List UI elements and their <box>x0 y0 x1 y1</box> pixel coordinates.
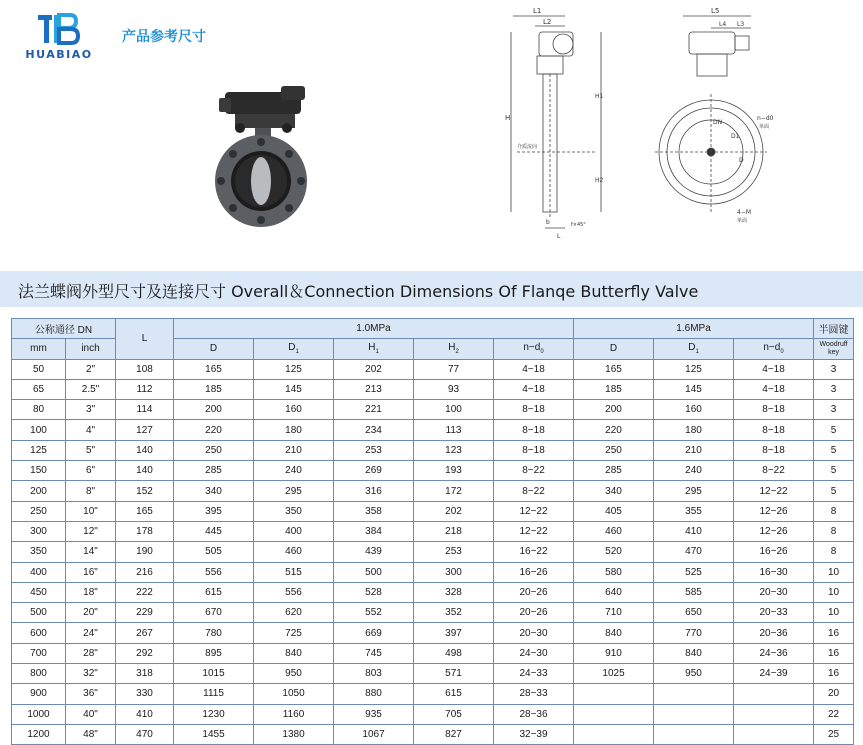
table-cell: 20" <box>66 603 116 623</box>
table-cell: 113 <box>414 420 494 440</box>
table-cell: 950 <box>254 664 334 684</box>
table-row <box>12 521 854 541</box>
section-title: 产品参考尺寸 <box>122 29 206 45</box>
table-cell: 705 <box>414 704 494 724</box>
table-cell: 439 <box>334 542 414 562</box>
table-cell: 200 <box>12 481 66 501</box>
table-cell: 935 <box>334 704 414 724</box>
table-cell: 8−18 <box>494 440 574 460</box>
table-cell <box>654 724 734 744</box>
header-inch: inch <box>66 339 116 359</box>
table-cell: 222 <box>116 582 174 602</box>
table-cell: 5 <box>814 461 854 481</box>
table-cell: 615 <box>414 684 494 704</box>
table-row <box>12 562 854 582</box>
table-cell: 700 <box>12 643 66 663</box>
table-cell: 384 <box>334 521 414 541</box>
table-cell: 160 <box>654 400 734 420</box>
table-cell: 1200 <box>12 724 66 744</box>
table-cell: 8−22 <box>734 461 814 481</box>
dimensions-table <box>11 318 854 745</box>
table-cell: 3 <box>814 379 854 399</box>
table-cell: 240 <box>654 461 734 481</box>
table-cell: 1115 <box>174 684 254 704</box>
header-key-sub: Woodruff key <box>814 339 854 359</box>
table-cell: 556 <box>254 582 334 602</box>
table-cell: 910 <box>574 643 654 663</box>
table-cell <box>654 704 734 724</box>
table-cell: 18" <box>66 582 116 602</box>
table-row <box>12 542 854 562</box>
table-cell: 295 <box>654 481 734 501</box>
table-cell <box>734 724 814 744</box>
table-cell: 5 <box>814 420 854 440</box>
table-row <box>12 684 854 704</box>
header-h2: $H_2$ <box>414 339 494 359</box>
table-cell: 80 <box>12 400 66 420</box>
table-cell: 900 <box>12 684 66 704</box>
table-cell: 8−18 <box>734 400 814 420</box>
table-cell <box>734 704 814 724</box>
table-cell: 571 <box>414 664 494 684</box>
table-cell: 3 <box>814 400 854 420</box>
table-cell: 25 <box>814 724 854 744</box>
table-cell: 556 <box>174 562 254 582</box>
table-cell: 178 <box>116 521 174 541</box>
table-cell: 520 <box>574 542 654 562</box>
table-cell: 355 <box>654 501 734 521</box>
table-cell: 880 <box>334 684 414 704</box>
table-cell: 50 <box>12 359 66 379</box>
label-h: H <box>505 114 511 122</box>
table-cell: 292 <box>116 643 174 663</box>
table-cell: 114 <box>116 400 174 420</box>
table-cell: 640 <box>574 582 654 602</box>
table-cell: 24−36 <box>734 643 814 663</box>
table-cell: 770 <box>654 623 734 643</box>
table-cell: 16 <box>814 623 854 643</box>
table-cell: 123 <box>414 440 494 460</box>
table-cell: 328 <box>414 582 494 602</box>
table-cell: 202 <box>414 501 494 521</box>
table-row <box>12 359 854 379</box>
table-row <box>12 603 854 623</box>
table-cell: 800 <box>12 664 66 684</box>
table-cell: 397 <box>414 623 494 643</box>
table-cell: 525 <box>654 562 734 582</box>
table-cell: 500 <box>334 562 414 582</box>
table-cell: 5" <box>66 440 116 460</box>
valve-side-drawing <box>505 2 605 242</box>
table-row <box>12 501 854 521</box>
table-cell: 745 <box>334 643 414 663</box>
table-cell: 250 <box>574 440 654 460</box>
table-row <box>12 664 854 684</box>
label-flow: 介质流向 <box>517 144 538 150</box>
table-cell: 210 <box>254 440 334 460</box>
table-cell: 172 <box>414 481 494 501</box>
table-cell: 100 <box>12 420 66 440</box>
table-cell: 93 <box>414 379 494 399</box>
table-cell: 152 <box>116 481 174 501</box>
table-cell: 250 <box>12 501 66 521</box>
label-l1: L1 <box>533 7 542 15</box>
banner-title: 法兰蝶阀外型尺寸及连接尺寸 Overall＆Connection Dimensions Of Flanqe Butterfly Valve <box>18 282 699 301</box>
table-cell: 2" <box>66 359 116 379</box>
table-cell: 515 <box>254 562 334 582</box>
table-cell: 234 <box>334 420 414 440</box>
header-h1: $H_1$ <box>334 339 414 359</box>
label-l3: L3 <box>737 21 745 28</box>
table-cell: 10 <box>814 562 854 582</box>
table-cell: 295 <box>254 481 334 501</box>
title-banner <box>0 271 863 307</box>
table-cell: 3 <box>814 359 854 379</box>
table-cell: 125 <box>254 359 334 379</box>
label-b: b <box>546 219 550 226</box>
table-cell: 240 <box>254 461 334 481</box>
table-cell: 20−30 <box>734 582 814 602</box>
table-cell: 300 <box>12 521 66 541</box>
label-nd0-sub: 单面 <box>759 124 770 130</box>
table-cell: 4−18 <box>494 379 574 399</box>
table-cell: 24−30 <box>494 643 574 663</box>
table-cell: 1380 <box>254 724 334 744</box>
table-cell: 600 <box>12 623 66 643</box>
table-cell: 20−26 <box>494 603 574 623</box>
table-cell: 14" <box>66 542 116 562</box>
table-cell: 1067 <box>334 724 414 744</box>
table-cell: 316 <box>334 481 414 501</box>
table-cell: 8" <box>66 481 116 501</box>
label-l4: L4 <box>719 21 727 28</box>
table-cell: 180 <box>254 420 334 440</box>
header-nd0: $n-d_0$ <box>494 339 574 359</box>
table-cell: 4" <box>66 420 116 440</box>
table-cell: 505 <box>174 542 254 562</box>
table-cell <box>574 684 654 704</box>
table-row <box>12 379 854 399</box>
table-cell: 140 <box>116 461 174 481</box>
table-cell: 20−33 <box>734 603 814 623</box>
table-cell <box>574 724 654 744</box>
table-cell: 125 <box>12 440 66 460</box>
table-cell <box>654 684 734 704</box>
table-cell: 330 <box>116 684 174 704</box>
table-cell: 221 <box>334 400 414 420</box>
table-cell: 8 <box>814 501 854 521</box>
table-cell: 450 <box>12 582 66 602</box>
table-cell: 10 <box>814 582 854 602</box>
table-row <box>12 481 854 501</box>
table-row <box>12 623 854 643</box>
table-cell: 1025 <box>574 664 654 684</box>
label-d1: D1 <box>731 133 740 140</box>
table-cell: 16 <box>814 643 854 663</box>
table-cell: 528 <box>334 582 414 602</box>
table-cell: 710 <box>574 603 654 623</box>
table-cell: 950 <box>654 664 734 684</box>
table-cell: 12" <box>66 521 116 541</box>
table-cell: 12−26 <box>734 501 814 521</box>
table-cell: 108 <box>116 359 174 379</box>
table-cell: 4−18 <box>734 379 814 399</box>
table-cell: 150 <box>12 461 66 481</box>
table-cell: 460 <box>254 542 334 562</box>
header-d: D <box>174 339 254 359</box>
table-cell: 6" <box>66 461 116 481</box>
table-cell: 12−26 <box>734 521 814 541</box>
header-nd0-16: $n-d_0$ <box>734 339 814 359</box>
label-d: D <box>739 157 744 164</box>
table-cell: 1015 <box>174 664 254 684</box>
table-cell: 216 <box>116 562 174 582</box>
header-key: 半圆键 <box>814 319 854 339</box>
table-cell: 470 <box>116 724 174 744</box>
table-cell: 3" <box>66 400 116 420</box>
label-4m-sub: 单面 <box>737 218 748 224</box>
table-cell: 32" <box>66 664 116 684</box>
table-cell: 253 <box>414 542 494 562</box>
table-cell: 400 <box>254 521 334 541</box>
table-cell: 395 <box>174 501 254 521</box>
table-cell: 267 <box>116 623 174 643</box>
table-cell: 460 <box>574 521 654 541</box>
table-cell: 410 <box>654 521 734 541</box>
table-cell: 16−26 <box>494 562 574 582</box>
table-cell: 670 <box>174 603 254 623</box>
header-l: L <box>116 319 174 360</box>
table-cell: 8 <box>814 521 854 541</box>
table-row <box>12 724 854 744</box>
table-cell: 24−39 <box>734 664 814 684</box>
table-cell: 253 <box>334 440 414 460</box>
table-cell: 145 <box>654 379 734 399</box>
table-cell: 185 <box>174 379 254 399</box>
table-cell: 20 <box>814 684 854 704</box>
label-dn: DN <box>713 119 723 126</box>
table-cell: 24" <box>66 623 116 643</box>
table-cell: 840 <box>574 623 654 643</box>
table-cell: 1230 <box>174 704 254 724</box>
header-mm: mm <box>12 339 66 359</box>
table-cell: 5 <box>814 481 854 501</box>
table-cell: 220 <box>574 420 654 440</box>
table-cell: 250 <box>174 440 254 460</box>
table-cell: 470 <box>654 542 734 562</box>
table-cell <box>734 684 814 704</box>
header-d-16: D <box>574 339 654 359</box>
table-cell: 1160 <box>254 704 334 724</box>
table-cell: 16−26 <box>734 542 814 562</box>
table-cell: 4−18 <box>494 359 574 379</box>
table-cell: 8−22 <box>494 461 574 481</box>
table-cell: 410 <box>116 704 174 724</box>
table-cell: 2.5" <box>66 379 116 399</box>
table-cell: 200 <box>574 400 654 420</box>
table-cell: 112 <box>116 379 174 399</box>
header-1-0mpa: 1.0MPa <box>174 319 574 339</box>
table-cell: 200 <box>174 400 254 420</box>
table-cell: 8−18 <box>734 440 814 460</box>
table-cell: 8−18 <box>494 420 574 440</box>
table-cell: 10" <box>66 501 116 521</box>
table-cell: 340 <box>174 481 254 501</box>
table-cell: 229 <box>116 603 174 623</box>
table-cell: 165 <box>174 359 254 379</box>
table-cell: 185 <box>574 379 654 399</box>
table-cell: 498 <box>414 643 494 663</box>
table-cell: 16 <box>814 664 854 684</box>
table-cell: 125 <box>654 359 734 379</box>
table-cell: 1050 <box>254 684 334 704</box>
table-cell: 8 <box>814 542 854 562</box>
header-d1-16: $D_1$ <box>654 339 734 359</box>
table-cell: 12−22 <box>734 481 814 501</box>
company-logo <box>14 10 124 68</box>
table-cell: 193 <box>414 461 494 481</box>
table-row <box>12 440 854 460</box>
table-cell: 28−33 <box>494 684 574 704</box>
table-cell: 210 <box>654 440 734 460</box>
label-nd0: n−d0 <box>757 115 774 122</box>
table-cell: 350 <box>254 501 334 521</box>
valve-photo <box>163 46 341 268</box>
table-cell: 285 <box>574 461 654 481</box>
table-cell: 780 <box>174 623 254 643</box>
table-cell: 669 <box>334 623 414 643</box>
label-l5: L5 <box>711 7 720 15</box>
table-cell: 615 <box>174 582 254 602</box>
table-cell: 340 <box>574 481 654 501</box>
table-row <box>12 461 854 481</box>
table-cell: 145 <box>254 379 334 399</box>
label-h2: H2 <box>595 177 604 184</box>
table-cell: 803 <box>334 664 414 684</box>
table-cell: 160 <box>254 400 334 420</box>
table-cell: 4−18 <box>734 359 814 379</box>
table-row <box>12 704 854 724</box>
table-cell: 213 <box>334 379 414 399</box>
table-cell: 840 <box>654 643 734 663</box>
table-cell: 16" <box>66 562 116 582</box>
table-cell: 220 <box>174 420 254 440</box>
label-l2: L2 <box>543 18 552 26</box>
label-l: L <box>557 233 561 240</box>
header-dn: 公称通径 DN <box>12 319 116 339</box>
table-row <box>12 420 854 440</box>
table-cell: 405 <box>574 501 654 521</box>
table-cell: 65 <box>12 379 66 399</box>
table-cell: 8−18 <box>494 400 574 420</box>
table-row <box>12 400 854 420</box>
table-cell: 827 <box>414 724 494 744</box>
table-cell: 40" <box>66 704 116 724</box>
table-cell: 12−22 <box>494 501 574 521</box>
table-cell: 1000 <box>12 704 66 724</box>
logo-text: HUABIAO <box>25 48 93 61</box>
table-cell: 552 <box>334 603 414 623</box>
table-cell: 190 <box>116 542 174 562</box>
table-cell: 100 <box>414 400 494 420</box>
table-row <box>12 643 854 663</box>
table-cell: 352 <box>414 603 494 623</box>
label-4m: 4−M <box>737 209 752 216</box>
table-cell: 28" <box>66 643 116 663</box>
label-h1: H1 <box>595 93 604 100</box>
table-cell: 400 <box>12 562 66 582</box>
table-cell: 269 <box>334 461 414 481</box>
table-cell: 22 <box>814 704 854 724</box>
table-cell: 12−22 <box>494 521 574 541</box>
label-chamfer: f×45° <box>571 222 586 228</box>
table-cell: 285 <box>174 461 254 481</box>
table-cell: 300 <box>414 562 494 582</box>
table-cell: 140 <box>116 440 174 460</box>
table-cell: 358 <box>334 501 414 521</box>
table-cell: 318 <box>116 664 174 684</box>
table-cell: 350 <box>12 542 66 562</box>
table-cell: 48" <box>66 724 116 744</box>
table-cell: 180 <box>654 420 734 440</box>
table-cell: 165 <box>574 359 654 379</box>
table-cell: 16−30 <box>734 562 814 582</box>
table-cell: 20−26 <box>494 582 574 602</box>
header-1-6mpa: 1.6MPa <box>574 319 814 339</box>
table-cell: 16−22 <box>494 542 574 562</box>
table-cell: 1455 <box>174 724 254 744</box>
table-cell: 500 <box>12 603 66 623</box>
table-cell: 8−22 <box>494 481 574 501</box>
table-cell: 840 <box>254 643 334 663</box>
table-cell: 24−33 <box>494 664 574 684</box>
table-cell: 218 <box>414 521 494 541</box>
table-cell: 165 <box>116 501 174 521</box>
table-cell: 20−30 <box>494 623 574 643</box>
table-cell: 32−39 <box>494 724 574 744</box>
logo-mark-icon <box>36 12 82 48</box>
valve-front-drawing <box>655 2 775 242</box>
table-cell: 650 <box>654 603 734 623</box>
table-cell: 445 <box>174 521 254 541</box>
table-cell: 202 <box>334 359 414 379</box>
header-d1: $D_1$ <box>254 339 334 359</box>
table-cell: 36" <box>66 684 116 704</box>
table-cell: 5 <box>814 440 854 460</box>
table-cell <box>574 704 654 724</box>
table-cell: 127 <box>116 420 174 440</box>
table-cell: 725 <box>254 623 334 643</box>
table-row <box>12 582 854 602</box>
table-cell: 8−18 <box>734 420 814 440</box>
table-cell: 620 <box>254 603 334 623</box>
table-cell: 585 <box>654 582 734 602</box>
table-cell: 895 <box>174 643 254 663</box>
table-cell: 10 <box>814 603 854 623</box>
table-cell: 580 <box>574 562 654 582</box>
table-cell: 28−36 <box>494 704 574 724</box>
table-cell: 77 <box>414 359 494 379</box>
table-cell: 20−36 <box>734 623 814 643</box>
